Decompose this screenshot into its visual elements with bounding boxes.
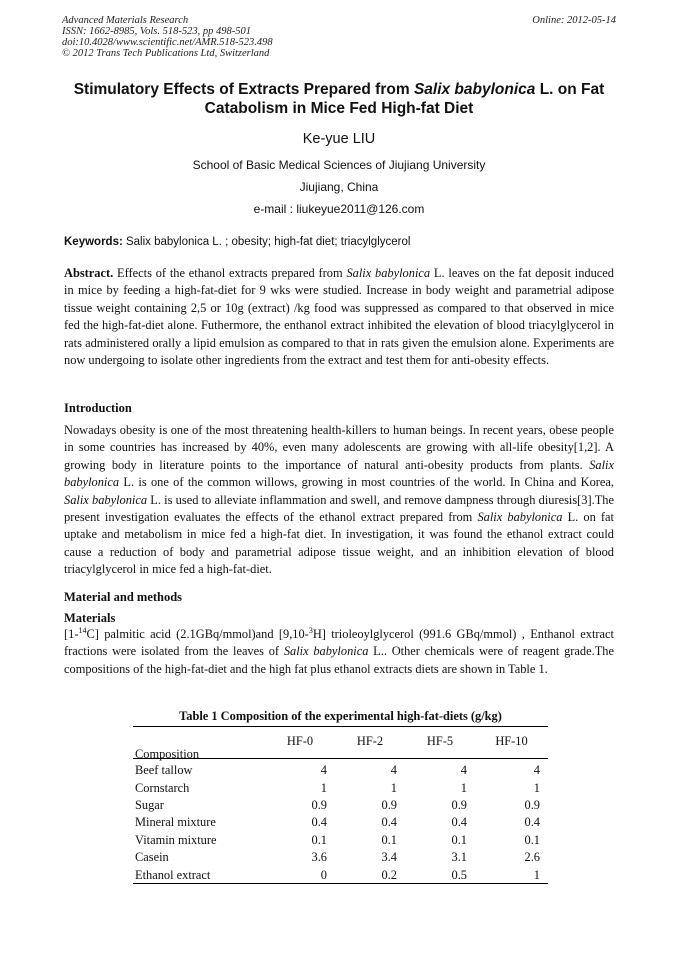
composition-table [133, 730, 548, 884]
table-cell: 0.9 [311, 797, 327, 812]
introduction-heading: Introduction [64, 401, 132, 415]
table-cell: 0.4 [311, 815, 327, 830]
online-date: Online: 2012-05-14 [532, 15, 616, 26]
abstract-text-2: L. leaves on the fat deposit induced in mice by feeding a high-fat-diet for 9 wks were studied. Increase in body weight and parametrial adipose tissue weight containing 2,5 or 10g (extract) /kg food was suppressed as compared to that observed in mice fed the high-fat-diet alone. Futhermore, the enthanol extract inhibited the elevation of blood triacylglycerol in rats administered orally a lipid emulsion as compared to that in rats given the emulsion alone. Experiments are now undergoing to isolate other ingredients from the extract and test them for anti-obesity effects. [64, 266, 614, 368]
copyright-line: © 2012 Trans Tech Publications Ltd, Switzerland [62, 48, 270, 59]
table-cell: 0.1 [311, 832, 327, 847]
table-cell: 1 [320, 780, 327, 795]
table-cell: 0.1 [451, 832, 467, 847]
table-cell: 1 [460, 780, 467, 795]
table-cell: 4 [320, 763, 327, 778]
issn-line: ISSN: 1662-8985, Vols. 518-523, pp 498-501 [62, 26, 251, 37]
intro-text-1: Nowadays obesity is one of the most threatening health-killers to human beings. In recent years, obese people in some countries has increased by 40%, even many adolescents are growing with all-life obesity[1,2]. A growing body in literature points to the importance of natural anti-obesity products from plants. [64, 423, 614, 472]
table-cell: 3.1 [451, 850, 467, 865]
intro-species-2: Salix babylonica [64, 492, 148, 507]
table-cell: Cornstarch [135, 780, 190, 795]
table-header-row [133, 730, 548, 762]
affiliation-school: School of Basic Medical Sciences of Jiujiang University [192, 158, 486, 172]
intro-text-4: L. on fat uptake and metabolism in mice fed a high-fat diet. In investigation, it was found the ethanol extract could cause a reduction of body and parametrial adipose tissue weight, and an inhibition elevation of blood triacylglycerol in mice fed a high-fat-diet. [64, 510, 614, 577]
intro-species-1: Salix babylonica [64, 457, 614, 490]
abstract-text-1: Effects of the ethanol extracts prepared from [113, 266, 347, 280]
intro-text-2: L. is one of the common willows, growing in most countries of the world. In China and Korea, [119, 475, 614, 490]
table-top-rule [133, 726, 548, 727]
intro-species-3: Salix babylonica [477, 510, 563, 525]
table-row [133, 762, 548, 779]
table-cell: 1 [390, 780, 397, 795]
isotope-14: 14 [78, 625, 87, 635]
materials-text [64, 626, 614, 678]
materials-text-2: C] palmitic acid (2.1GBq/mmol)and [9,10- [86, 627, 309, 641]
table-header-cell: HF-2 [356, 734, 384, 748]
table-row [133, 779, 548, 796]
materials-text-4: L.. Other chemicals were of reagent grade.The compositions of the high-fat-diet and the high fat plus ethanol extracts diets are shown in Table 1. [64, 644, 614, 676]
author-email: e-mail : liukeyue2011@126.com [253, 202, 425, 216]
table-cell: 0 [320, 867, 327, 882]
keywords-label: Keywords: [64, 236, 123, 248]
table-cell: 4 [390, 763, 397, 778]
table-cell: Beef tallow [135, 763, 193, 778]
table-cell: 0.4 [451, 815, 467, 830]
abstract-species: Salix babylonica [346, 266, 431, 280]
table-cell: 3.4 [381, 850, 397, 865]
intro-text-3: L. is used to alleviate inflammation and swell, and remove dampness through diuresis[3].The present investigation evaluates the effects of the ethanol extract prepared from [64, 492, 614, 525]
table-cell: 1 [533, 867, 540, 882]
table-row [133, 797, 548, 814]
table-row [133, 814, 548, 831]
table-cell: 0.9 [451, 797, 467, 812]
table-caption: Table 1 Composition of the experimental high-fat-diets (g/kg) [179, 709, 502, 723]
table-cell: Casein [135, 850, 169, 865]
table-header-cell: HF-0 [286, 734, 314, 748]
keywords-text: Salix babylonica L. ; obesity; high-fat diet; triacylglycerol [122, 236, 411, 248]
title-part2: L. on Fat Catabolism in Mice Fed High-fat Diet [204, 81, 605, 117]
table-header-cell: Composition [135, 747, 200, 761]
introduction-text [64, 422, 614, 579]
doi-line: doi:10.4028/www.scientific.net/AMR.518-523.498 [62, 37, 273, 48]
table-cell: 3.6 [311, 850, 327, 865]
table-row [133, 849, 548, 866]
table-cell: Vitamin mixture [135, 832, 217, 847]
table-cell: Sugar [135, 797, 164, 812]
table-row [133, 832, 548, 849]
table-cell: 0.1 [381, 832, 397, 847]
table-cell: 4 [460, 763, 467, 778]
keywords [64, 236, 410, 248]
title-part1: Stimulatory Effects of Extracts Prepared from [73, 81, 414, 98]
paper-title [40, 80, 638, 118]
table-cell: 0.5 [451, 867, 467, 882]
affiliation-city: Jiujiang, China [299, 180, 379, 194]
table-cell: 0.4 [381, 815, 397, 830]
table-cell: 2.6 [524, 850, 540, 865]
table-cell: 4 [533, 763, 540, 778]
materials-text-1: [1- [64, 627, 79, 641]
title-species: Salix babylonica [413, 81, 536, 98]
table-cell: Ethanol extract [135, 867, 211, 882]
table-cell: 0.1 [524, 832, 540, 847]
table-cell: 1 [533, 780, 540, 795]
abstract-label: Abstract. [64, 266, 114, 280]
materials-species: Salix babylonica [283, 644, 369, 659]
table-cell: 0.4 [524, 815, 540, 830]
materials-text-3: H] trioleoylglycerol (991.6 GBq/mmol) , Enthanol extract fractions were isolated from the leaves of [64, 627, 614, 659]
author-name: Ke-yue LIU [302, 131, 376, 147]
table-cell: 0.9 [524, 797, 540, 812]
table-cell: 0.2 [381, 867, 397, 882]
journal-name: Advanced Materials Research [62, 15, 189, 26]
methods-heading: Material and methods [64, 590, 183, 604]
table-cell: Mineral mixture [135, 815, 216, 830]
abstract [64, 265, 614, 369]
table-header-cell: HF-10 [495, 734, 528, 748]
table-row [133, 866, 548, 883]
table-cell: 0.9 [381, 797, 397, 812]
materials-subheading: Materials [64, 611, 116, 625]
table-header-cell: HF-5 [426, 734, 454, 748]
isotope-3: 3 [308, 625, 313, 635]
